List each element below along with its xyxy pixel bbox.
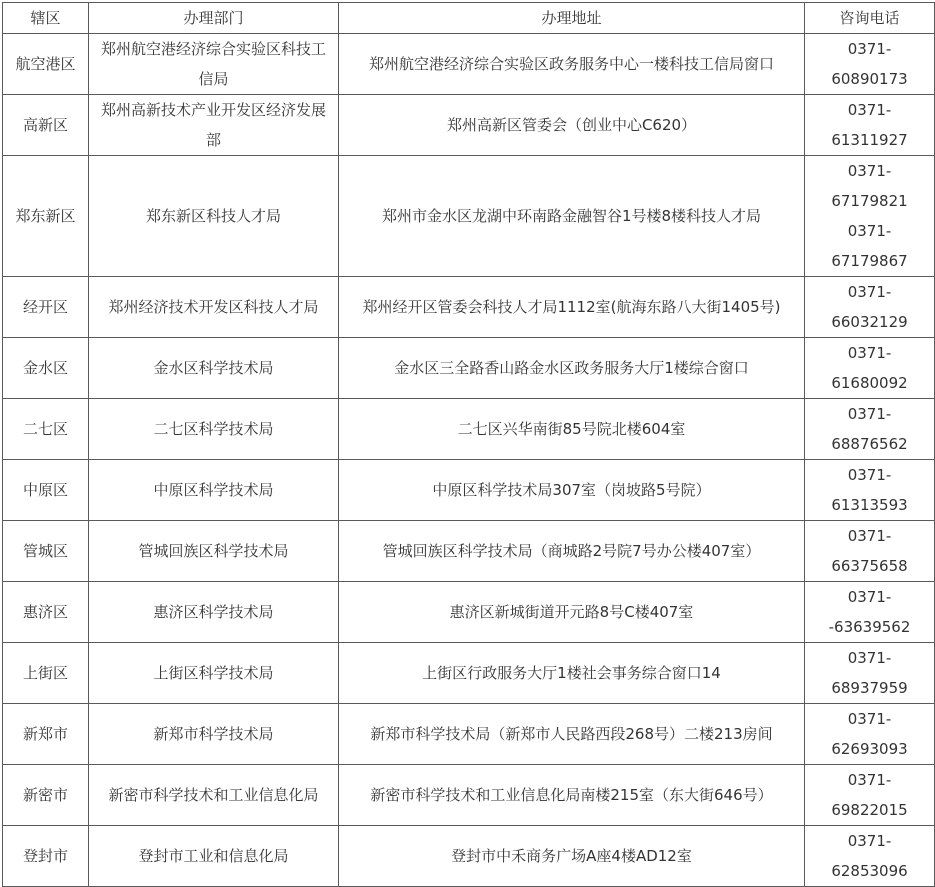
district-cell: 郑东新区 bbox=[3, 156, 89, 277]
address-cell: 惠济区新城街道开元路8号C楼407室 bbox=[339, 582, 805, 643]
address-cell: 郑州市金水区龙湖中环南路金融智谷1号楼8楼科技人才局 bbox=[339, 156, 805, 277]
phone-line: 67179867 bbox=[831, 252, 908, 270]
department-cell: 登封市工业和信息化局 bbox=[89, 826, 339, 887]
office-directory-table bbox=[2, 2, 935, 887]
department-cell: 管城回族区科学技术局 bbox=[89, 521, 339, 582]
table-row bbox=[3, 95, 935, 156]
phone-cell bbox=[805, 460, 935, 521]
address-cell: 管城回族区科学技术局（商城路2号院7号办公楼407室） bbox=[339, 521, 805, 582]
district-cell: 惠济区 bbox=[3, 582, 89, 643]
phone-cell bbox=[805, 521, 935, 582]
table-row bbox=[3, 460, 935, 521]
table-row bbox=[3, 34, 935, 95]
phone-line: 0371- bbox=[847, 283, 892, 301]
phone-cell bbox=[805, 704, 935, 765]
address-cell: 新郑市科学技术局（新郑市人民路西段268号）二楼213房间 bbox=[339, 704, 805, 765]
phone-line: 67179821 bbox=[831, 192, 908, 210]
phone-line: 60890173 bbox=[831, 70, 908, 88]
phone-line: 0371- bbox=[847, 771, 892, 789]
phone-line: 69822015 bbox=[831, 801, 908, 819]
district-cell: 中原区 bbox=[3, 460, 89, 521]
district-cell: 上街区 bbox=[3, 643, 89, 704]
district-cell: 管城区 bbox=[3, 521, 89, 582]
department-cell: 郑东新区科技人才局 bbox=[89, 156, 339, 277]
district-cell: 二七区 bbox=[3, 399, 89, 460]
department-cell: 上街区科学技术局 bbox=[89, 643, 339, 704]
phone-line: 61680092 bbox=[831, 374, 908, 392]
phone-line: 0371- bbox=[847, 588, 892, 606]
phone-cell bbox=[805, 338, 935, 399]
table-row bbox=[3, 582, 935, 643]
phone-cell bbox=[805, 399, 935, 460]
header-district: 辖区 bbox=[3, 3, 89, 34]
phone-line: 66375658 bbox=[831, 557, 908, 575]
address-cell: 二七区兴华南街85号院北楼604室 bbox=[339, 399, 805, 460]
address-cell: 郑州高新区管委会（创业中心C620） bbox=[339, 95, 805, 156]
phone-cell bbox=[805, 643, 935, 704]
district-cell: 经开区 bbox=[3, 277, 89, 338]
table-row bbox=[3, 826, 935, 887]
address-cell: 中原区科学技术局307室（岗坡路5号院） bbox=[339, 460, 805, 521]
address-cell: 新密市科学技术和工业信息化局南楼215室（东大街646号） bbox=[339, 765, 805, 826]
phone-line: 0371- bbox=[847, 527, 892, 545]
phone-cell bbox=[805, 826, 935, 887]
address-cell: 郑州航空港经济综合实验区政务服务中心一楼科技工信局窗口 bbox=[339, 34, 805, 95]
table-body bbox=[3, 34, 935, 887]
phone-cell bbox=[805, 765, 935, 826]
table-row bbox=[3, 277, 935, 338]
header-phone: 咨询电话 bbox=[805, 3, 935, 34]
address-cell: 上街区行政服务大厅1楼社会事务综合窗口14 bbox=[339, 643, 805, 704]
phone-line: 0371- bbox=[847, 832, 892, 850]
phone-line: 61313593 bbox=[831, 496, 908, 514]
header-address: 办理地址 bbox=[339, 3, 805, 34]
district-cell: 新郑市 bbox=[3, 704, 89, 765]
department-cell: 郑州高新技术产业开发区经济发展部 bbox=[89, 95, 339, 156]
phone-line: 68937959 bbox=[831, 679, 908, 697]
department-cell: 新郑市科学技术局 bbox=[89, 704, 339, 765]
phone-line: 0371- bbox=[847, 710, 892, 728]
department-cell: 惠济区科学技术局 bbox=[89, 582, 339, 643]
department-cell: 新密市科学技术和工业信息化局 bbox=[89, 765, 339, 826]
phone-line: 0371- bbox=[847, 162, 892, 180]
phone-line: 0371- bbox=[847, 344, 892, 362]
district-cell: 新密市 bbox=[3, 765, 89, 826]
district-cell: 航空港区 bbox=[3, 34, 89, 95]
address-cell: 郑州经开区管委会科技人才局1112室(航海东路八大街1405号) bbox=[339, 277, 805, 338]
phone-line: -63639562 bbox=[828, 618, 911, 636]
phone-line: 66032129 bbox=[831, 313, 908, 331]
phone-cell bbox=[805, 582, 935, 643]
address-cell: 登封市中禾商务广场A座4楼AD12室 bbox=[339, 826, 805, 887]
phone-cell bbox=[805, 34, 935, 95]
phone-line: 61311927 bbox=[831, 131, 908, 149]
district-cell: 高新区 bbox=[3, 95, 89, 156]
phone-line: 0371- bbox=[847, 222, 892, 240]
department-cell: 郑州经济技术开发区科技人才局 bbox=[89, 277, 339, 338]
phone-line: 0371- bbox=[847, 649, 892, 667]
header-department: 办理部门 bbox=[89, 3, 339, 34]
district-cell: 金水区 bbox=[3, 338, 89, 399]
phone-line: 0371- bbox=[847, 405, 892, 423]
table-row bbox=[3, 338, 935, 399]
phone-line: 62693093 bbox=[831, 740, 908, 758]
table-row bbox=[3, 399, 935, 460]
department-cell: 中原区科学技术局 bbox=[89, 460, 339, 521]
phone-cell bbox=[805, 277, 935, 338]
table-row bbox=[3, 156, 935, 277]
phone-line: 0371- bbox=[847, 466, 892, 484]
department-cell: 金水区科学技术局 bbox=[89, 338, 339, 399]
phone-line: 68876562 bbox=[831, 435, 908, 453]
department-cell: 二七区科学技术局 bbox=[89, 399, 339, 460]
phone-cell bbox=[805, 95, 935, 156]
header-row bbox=[3, 3, 935, 34]
phone-line: 0371- bbox=[847, 40, 892, 58]
table-row bbox=[3, 521, 935, 582]
phone-line: 0371- bbox=[847, 101, 892, 119]
department-cell: 郑州航空港经济综合实验区科技工信局 bbox=[89, 34, 339, 95]
table-row bbox=[3, 643, 935, 704]
district-cell: 登封市 bbox=[3, 826, 89, 887]
phone-line: 62853096 bbox=[831, 862, 908, 880]
table-row bbox=[3, 765, 935, 826]
phone-cell bbox=[805, 156, 935, 277]
table-row bbox=[3, 704, 935, 765]
address-cell: 金水区三全路香山路金水区政务服务大厅1楼综合窗口 bbox=[339, 338, 805, 399]
